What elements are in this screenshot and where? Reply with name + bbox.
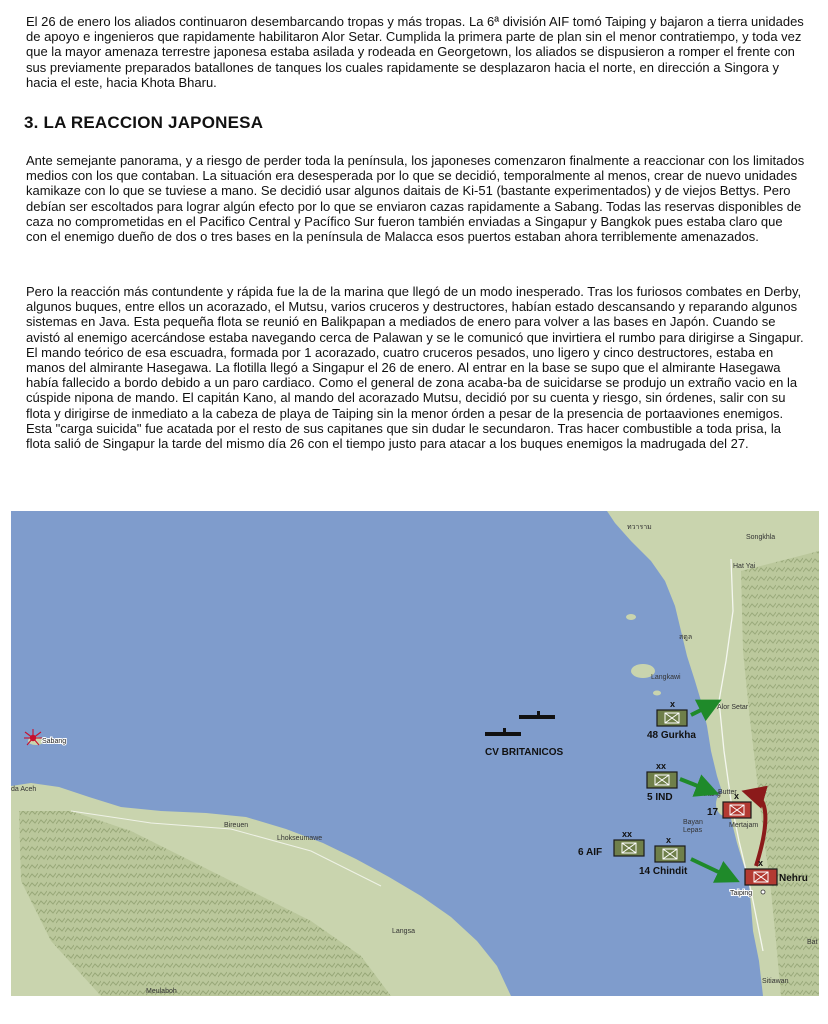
unit-echelon: x xyxy=(758,858,764,868)
place-label-sitiawan: Sitiawan xyxy=(762,978,789,985)
place-label-thai-2: สตูล xyxy=(679,634,693,641)
map-image xyxy=(11,511,819,996)
paragraph-2: Ante semejante panorama, y a riesgo de perder toda la península, los japoneses comenzaron finalmente a reaccionar con los limitados medios con los que contaban. La situación era desesperada por lo que se decidió, temporalmente al menos, crear de nuevo unidades kamikaze con lo que se tuviese a mano. Se decidió usar algunos daitais de Ki-51 (bastante experimentados) y de viejos Bettys. Pero debían ser escoltados para lograr algún efecto por lo que se enviaron cazas rapidamente a Sabang. Todas las reservas disponibles de caza no comprometidas en el Pacifico Central y Pacífico Sur fueron también enviadas a Singapur y Bangkok pues estaba claro que con el enemigo dueño de dos o tres bases en la península de Malacca esos puertos estaban ahora terriblemente amenazados. xyxy=(26,153,805,245)
map-canvas xyxy=(11,511,819,996)
unit-name: 48 Gurkha xyxy=(647,730,696,741)
place-label-sabang: Sabang xyxy=(42,738,67,745)
unit-echelon: xx xyxy=(656,761,667,771)
small-island xyxy=(653,691,661,696)
place-label-thai-1: ทวาราม xyxy=(627,524,652,531)
place-label-alor-setar: Alor Setar xyxy=(717,704,749,711)
place-label-hat-yai: Hat Yai xyxy=(733,563,756,570)
unit-name: 6 AIF xyxy=(578,847,603,858)
place-label-bireuen: Bireuen xyxy=(224,822,249,829)
unit-name: 14 Chindit xyxy=(639,866,688,877)
place-label-songkhla: Songkhla xyxy=(746,534,776,541)
section-heading: 3. LA REACCION JAPONESA xyxy=(24,113,264,132)
place-label-mertajam: Mertajam xyxy=(729,822,759,829)
place-label-pinang: Pinang xyxy=(699,791,721,798)
place-label-lepas: Lepas xyxy=(683,827,703,834)
small-island xyxy=(626,614,636,620)
place-label-langsa: Langsa xyxy=(392,928,415,935)
unit-echelon: xx xyxy=(622,829,633,839)
city-dot-taiping xyxy=(761,890,765,894)
place-label-meulaboh: Meulaboh xyxy=(146,988,177,995)
unit-echelon: x xyxy=(670,699,676,709)
place-label-lhokseumawe: Lhokseumawe xyxy=(277,835,323,842)
unit-echelon: x xyxy=(666,835,672,845)
unit-name: 5 IND xyxy=(647,792,673,803)
place-label-butter: Butter xyxy=(718,789,737,796)
place-label-aceh: da Aceh xyxy=(11,786,37,793)
paragraph-3: Pero la reacción más contundente y rápida fue la de la marina que llegó de un modo inesperado. Tras los furiosos combates en Derby, algunos buques, entre ellos un acorazado, el Mutsu, varios cruceros y destructores, habían estado descansando y reparando algunos sistemas en Java. Esta pequeña flota se reunió en Balikpapan a mediados de enero para volver a las bases en Japón. Cuando se avistó al enemigo acercándose estaba navegando cerca de Palawan y se le comunicó que invirtiera el rumbo para dirigirse a Singapur. El mando teórico de esa escuadra, formada por 1 acorazado, cuatro cruceros pesados, uno ligero y cinco destructores, estaba en manos del almirante Hasegawa. La flotilla llegó a Singapur el 26 de enero. Al entrar en la base se supo que el almirante Hasegawa había fallecido a bordo debido a un paro cardiaco. Como el general de zona acaba-ba de suicidarse se produjo un extraño vacio en la cúspide nipona de mando. El capitán Kano, al mando del acorazado Mutsu, decidió por su cuenta y riesgo, sin órdenes, salir con su flota y dirigirse de inmediato a la cabeza de playa de Taiping sin la menor órden a pesar de la presencia de portaaviones enemigos. Esta "carga suicida" fue acatada por el resto de sus capitanes que sin dudar le secundaron. Tras hacer combustible a toda prisa, la flota salió de Singapur la tarde del mismo día 26 con el tiempo justo para atacar a los buques enemigos la madrugada del 27. xyxy=(26,284,804,452)
fleet-label: CV BRITANICOS xyxy=(485,747,564,758)
paragraph-1: El 26 de enero los aliados continuaron desembarcando tropas y más tropas. La 6ª división AIF tomó Taiping y bajaron a tierra unidades de apoyo e ingenieros que rapidamente habilitaron Alor Setar. Cumplida la primera parte de plan sin el menor contratiempo, y toda vez que la mayor amenaza terrestre japonesa estaba asilada y rodeada en Georgetown, los aliados se dispusieron a romper el frente con sus previamente preparados batallones de tanques los cuales rapidamente se desplazaron hacia el norte, en dirección a Singora y hacia el este, hacia Khota Bharu. xyxy=(26,14,804,90)
place-label-langkawi: Langkawi xyxy=(651,674,681,681)
unit-echelon: x xyxy=(734,791,740,801)
unit-name: Nehru xyxy=(779,873,808,884)
place-label-bat: Bat xyxy=(807,939,818,946)
place-label-taiping: Taiping xyxy=(730,890,753,897)
place-label-bayan: Bayan xyxy=(683,819,703,826)
unit-name: 17 xyxy=(707,807,719,818)
